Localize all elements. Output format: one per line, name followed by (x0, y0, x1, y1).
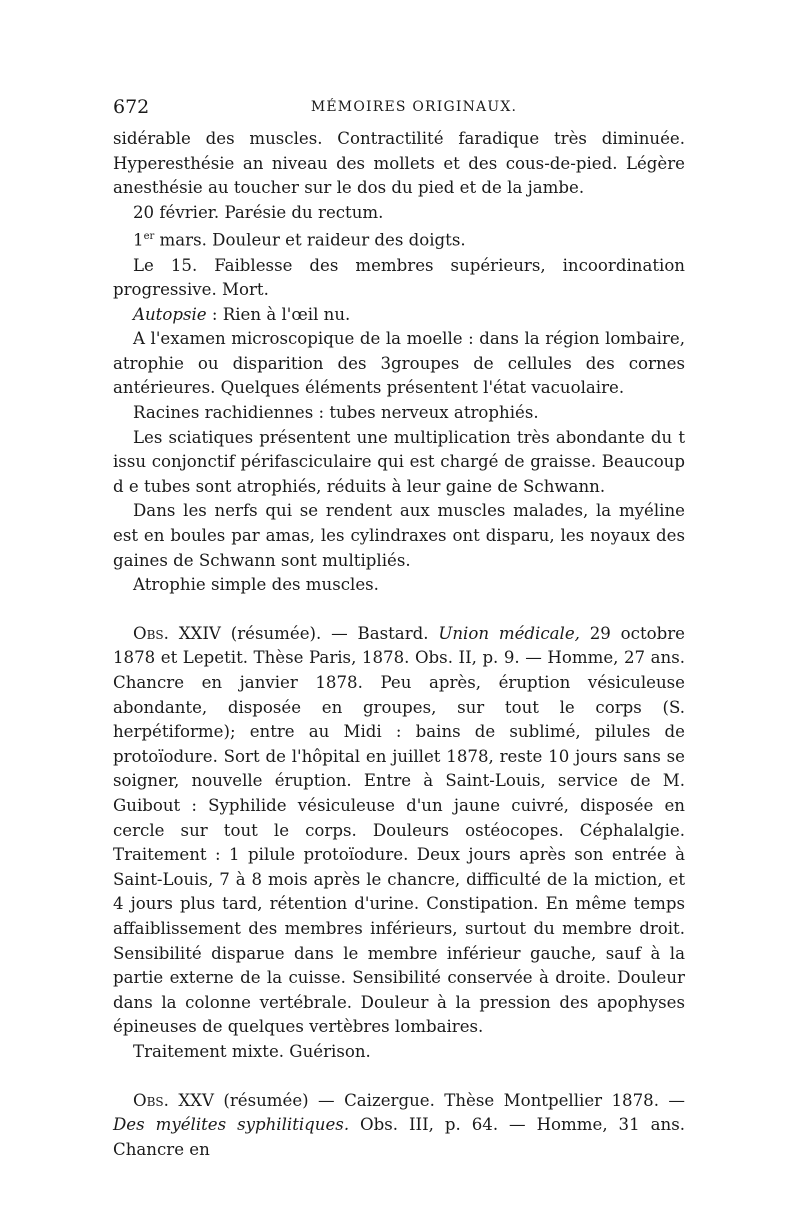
ordinal-suffix: er (143, 231, 155, 243)
observation-24 (113, 622, 685, 1040)
paragraph-text: : Rien à l'œil nu. (206, 304, 351, 324)
obs-text: 29 octobre 1878 et Lepetit. Thèse Paris, 1878. Obs. II, p. 9. — Homme, 27 ans. Chancre en janvier 1878. Peu après, éruption vésiculeuse abondante, disposée en groupes, sur tout le corps (S. herpétiforme); entre au Midi : bains de sublimé, pilules de protoïodure. Sort de l'hôpital en juillet 1878, reste 10 jours sans se soigner, nouvelle éruption. Entre à Saint-Louis, service de M. Guibout : Syphilide vésiculeuse d'un jaune cuivré, disposée en cercle sur tout le corps. Douleurs ostéocopes. Céphalalgie. Traitement : 1 pilule protoïodure. Deux jours après son entrée à Saint-Louis, 7 à 8 mois après le chancre, difficulté de la miction, et 4 jours plus tard, rétention d'urine. Constipation. En même temps affaiblissement des membres inférieurs, surtout du membre droit. Sensibilité disparue dans le membre inférieur gauche, sauf à la partie externe de la cuisse. Sensibilité conservée à droite. Douleur dans la colonne vertébrale. Douleur à la pression des apophyses épineuses de quelques vertèbres lombaires. (113, 623, 686, 1037)
obs-intro: XXIV (résumée). — Bastard. (168, 623, 439, 643)
journal-title: Union médicale, (438, 623, 580, 643)
running-head: MÉMOIRES ORIGINAUX. (310, 99, 518, 115)
body-text (113, 127, 685, 1162)
obs-label: Obs. (133, 1090, 169, 1110)
autopsy-label: Autopsie (133, 304, 207, 324)
date-day: 1 (133, 230, 144, 250)
paragraph: Racines rachidiennes : tubes nerveux atrophiés. (133, 403, 539, 423)
obs-label: Obs. (133, 623, 169, 643)
paragraph: Traitement mixte. Guérison. (133, 1041, 371, 1061)
thesis-title: Des myélites syphilitiques. (113, 1115, 350, 1135)
paragraph: Dans les nerfs qui se rendent aux muscles malades, la myéline est en boules par amas, les cylindraxes ont disparu, les noyaux des gaines de Schwann sont multipliés. (113, 501, 685, 570)
paragraph: Le 15. Faiblesse des membres supérieurs, incoordination progressive. Mort. (113, 255, 685, 300)
paragraph (113, 303, 685, 328)
paragraph: sidérable des muscles. Contractilité faradique très diminuée. Hyperesthésie an niveau des mollets et des cous-de-pied. Légère anesthésie au toucher sur le dos du pied et de la jambe. (113, 129, 685, 198)
section-gap (113, 1065, 685, 1089)
section-gap (113, 598, 685, 622)
paragraph (113, 225, 685, 253)
page-number: 672 (113, 96, 150, 118)
obs-intro: XXV (résumée) — Caizergue. Thèse Montpellier 1878. — (168, 1090, 685, 1110)
paragraph: 20 février. Parésie du rectum. (133, 202, 384, 222)
page-header (113, 96, 685, 124)
paragraph: Atrophie simple des muscles. (133, 575, 379, 595)
observation-25 (113, 1089, 685, 1163)
obs-text: Obs. III, p. 64. — Homme, 31 ans. Chancre en (113, 1115, 685, 1159)
paragraph: Les sciatiques présentent une multiplication très abondante du t issu conjonctif périfasciculaire qui est chargé de graisse. Beaucoup d e tubes sont atrophiés, réduits à leur gaine de Schwann. (113, 427, 685, 496)
paragraph-text: mars. Douleur et raideur des doigts. (154, 230, 466, 250)
paragraph: A l'examen microscopique de la moelle : dans la région lombaire, atrophie ou disparition des 3groupes de cellules des cornes antérieures. Quelques éléments présentent l'état vacuolaire. (113, 329, 685, 398)
